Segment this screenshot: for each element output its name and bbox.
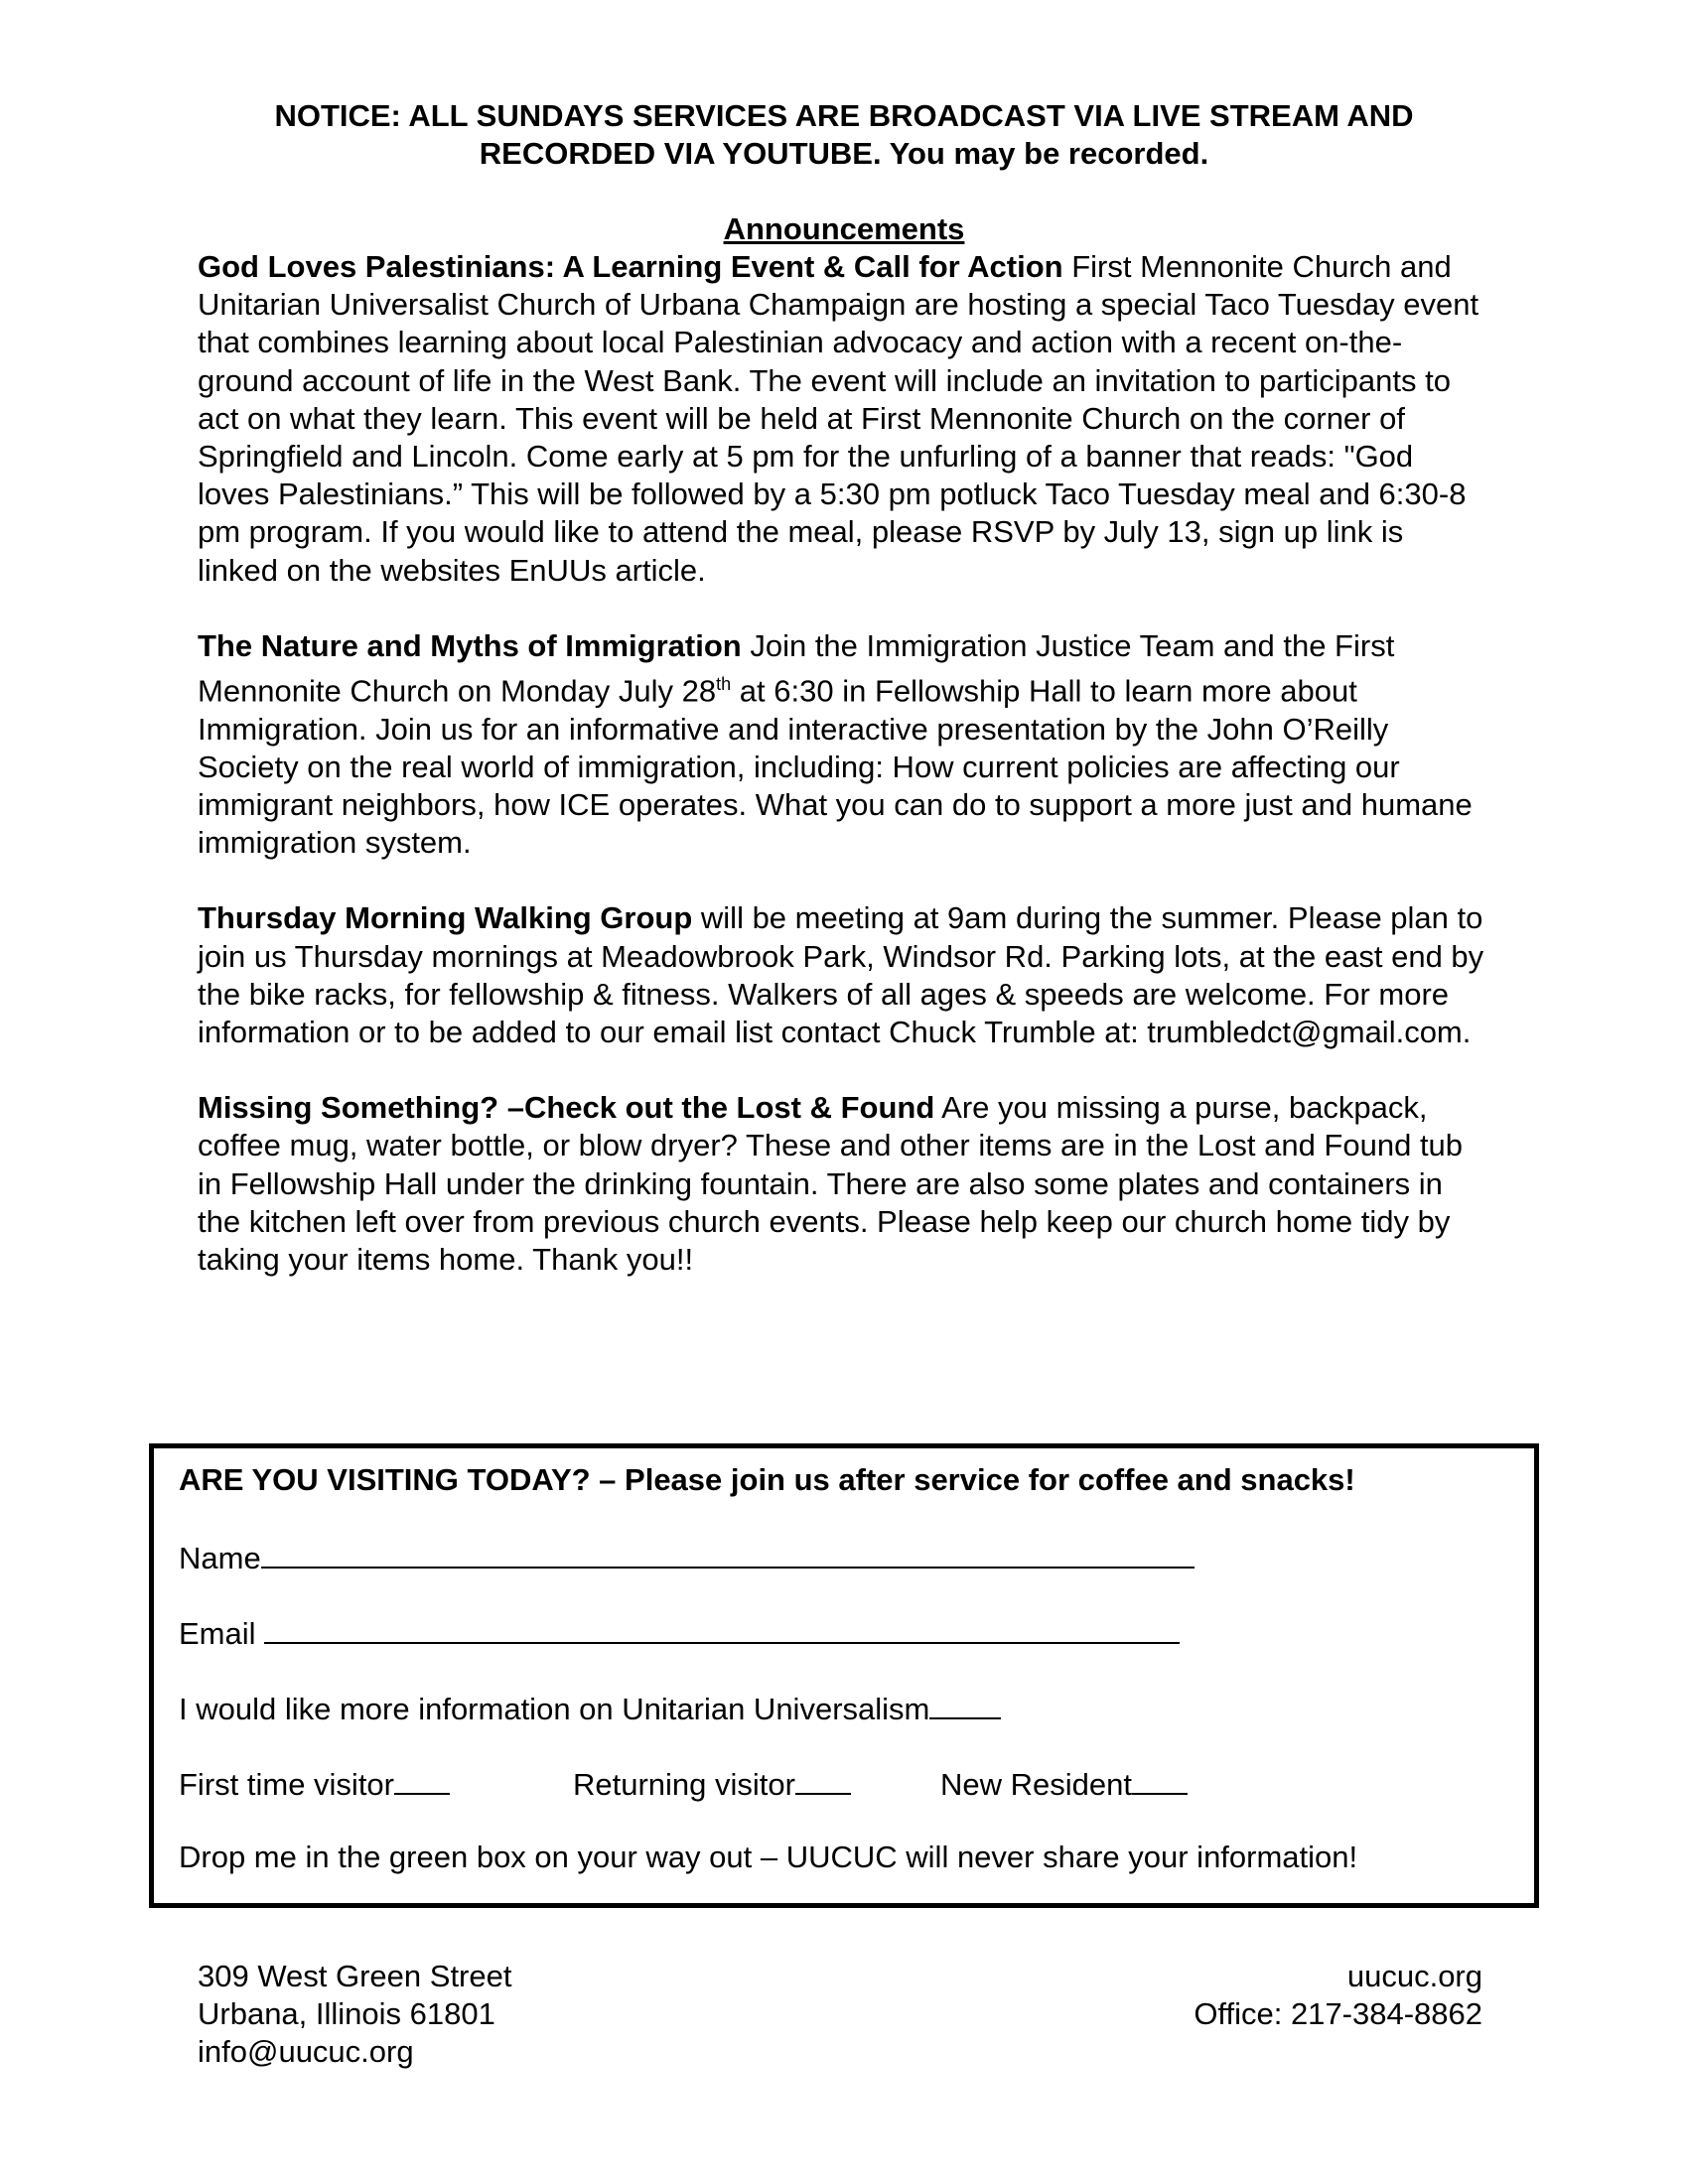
name-field[interactable] <box>261 1537 1195 1569</box>
drop-box-note: Drop me in the green box on your way out – UUCUC will never share your information! <box>179 1840 1358 1874</box>
announcement-palestinians <box>198 248 1488 590</box>
visitor-form-heading: ARE YOU VISITING TODAY? – Please join us after service for coffee and snacks! <box>179 1462 1355 1497</box>
name-row <box>179 1537 1195 1577</box>
announcement-title: Thursday Morning Walking Group <box>198 900 693 936</box>
new-resident-label: New Resident <box>940 1767 1132 1802</box>
website: uucuc.org <box>1346 1959 1482 1993</box>
announcement-title: Missing Something? –Check out the Lost & Found <box>198 1090 935 1126</box>
notice-line-1: NOTICE: ALL SUNDAYS SERVICES ARE BROADCAST VIA LIVE STREAM AND <box>274 98 1414 133</box>
email-field[interactable] <box>264 1612 1180 1644</box>
announcement-body: Are you missing a purse, backpack, coffee mug, water bottle, or blow dryer? These and other items are in the Lost and Found tub in Fellowship Hall under the drinking fountain. There are also some plates and containers in the kitchen left over from previous church events. Please help keep our church home tidy by taking your items home. Thank you!! <box>198 1090 1464 1277</box>
announcement-body: First Mennonite Church and Unitarian Universalist Church of Urbana Champaign are hosting a special Taco Tuesday event that combines learning about local Palestinian advocacy and action with a recent on-the-ground account of life in the West Bank. The event will include an invitation to participants to act on what they learn. This event will be held at First Mennonite Church on the corner of Springfield and Lincoln. Come early at 5 pm for the unfurling of a banner that reads: "God loves Palestinians.” This will be followed by a 5:30 pm potluck Taco Tuesday meal and 6:30-8 pm program. If you would like to attend the meal, please RSVP by July 13, sign up link is linked on the websites EnUUs article. <box>198 249 1479 588</box>
address-city: Urbana, Illinois 61801 <box>198 1996 495 2031</box>
returning-visitor-field[interactable] <box>795 1763 851 1795</box>
first-time-visitor-label: First time visitor <box>179 1767 394 1802</box>
notice-line-2: RECORDED VIA YOUTUBE. You may be recorded. <box>479 136 1209 171</box>
new-resident-field[interactable] <box>1132 1763 1188 1795</box>
info-row <box>179 1688 1001 1728</box>
announcement-title: The Nature and Myths of Immigration <box>198 627 742 663</box>
visitor-form <box>149 1443 1539 1908</box>
ordinal-suffix: th <box>716 674 732 695</box>
first-time-visitor-field[interactable] <box>394 1763 450 1795</box>
contact-email: info@uucuc.org <box>198 2034 414 2069</box>
info-checkbox-field[interactable] <box>929 1688 1001 1719</box>
announcement-immigration <box>198 627 1488 863</box>
announcement-body-cont: at 6:30 in Fellowship Hall to learn more about Immigration. Join us for an informative and interactive presentation by the John O’Reilly Society on the real world of immigration, including: How current policies are affecting our immigrant neighbors, how ICE operates. What you can do to support a more just and humane immigration system. <box>198 673 1473 861</box>
notice <box>0 97 1688 173</box>
announcement-body: Join the Immigration Justice Team and the First Mennonite Church on Monday July 28 <box>198 627 1395 709</box>
email-row <box>179 1612 1180 1653</box>
footer-contact <box>1194 1958 1482 2033</box>
office-phone: Office: 217-384-8862 <box>1194 1996 1482 2031</box>
announcement-walking-group <box>198 899 1488 1051</box>
announcement-title: God Loves Palestinians: A Learning Event & Call for Action <box>198 249 1063 284</box>
announcement-body: will be meeting at 9am during the summer. Please plan to join us Thursday mornings at Meadowbrook Park, Windsor Rd. Parking lots, at the east end by the bike racks, for fellowship & fitness. Walkers of all ages & speeds are welcome. For more information or to be added to our email list contact Chuck Trumble at: trumbledct@gmail.com. <box>198 900 1484 1049</box>
announcements-heading: Announcements <box>723 211 965 246</box>
email-label: Email <box>179 1616 265 1651</box>
announcements-list <box>198 248 1488 1316</box>
address-street: 309 West Green Street <box>198 1959 512 1993</box>
footer-address <box>198 1958 511 2071</box>
first-time-visitor-option <box>179 1763 450 1804</box>
returning-visitor-option <box>573 1763 851 1804</box>
announcement-lost-found <box>198 1089 1488 1279</box>
name-label: Name <box>179 1541 261 1575</box>
info-label: I would like more information on Unitarian Universalism <box>179 1692 930 1726</box>
returning-visitor-label: Returning visitor <box>573 1767 795 1802</box>
new-resident-option <box>940 1763 1188 1804</box>
